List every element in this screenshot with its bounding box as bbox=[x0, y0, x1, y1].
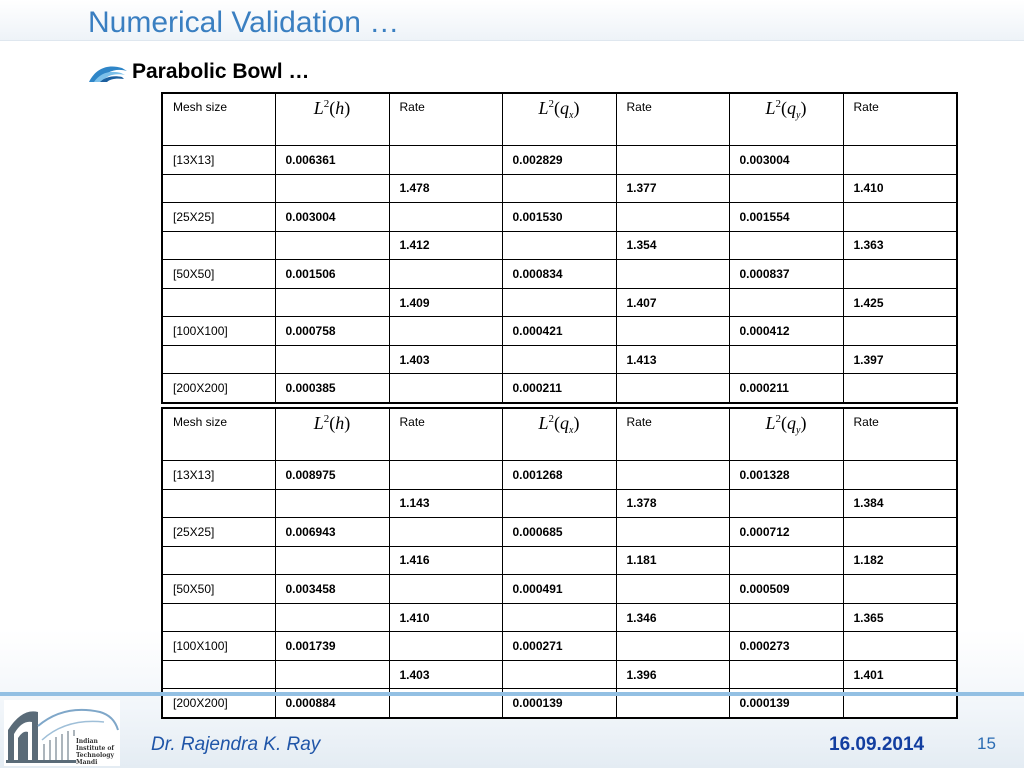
cell-rate-h: 1.416 bbox=[389, 546, 502, 574]
header-rate: Rate bbox=[843, 408, 957, 460]
cell-qx bbox=[502, 604, 616, 632]
cell-rate-qy bbox=[843, 260, 957, 289]
cell-h: 0.006943 bbox=[275, 517, 389, 546]
norm-formula bbox=[314, 98, 351, 119]
cell-rate-qx: 1.413 bbox=[616, 346, 729, 374]
table-row-values bbox=[162, 517, 957, 546]
cell-rate-qy bbox=[843, 374, 957, 403]
cell-qy: 0.001328 bbox=[729, 460, 843, 489]
cell-mesh: [100X100] bbox=[162, 632, 275, 661]
cell-rate-qx bbox=[616, 202, 729, 231]
cell-rate-h: 1.412 bbox=[389, 231, 502, 259]
cell-mesh bbox=[162, 489, 275, 517]
formula-variable: q bbox=[787, 98, 797, 118]
cell-qy bbox=[729, 661, 843, 689]
cell-rate-qx: 1.346 bbox=[616, 604, 729, 632]
cell-h bbox=[275, 489, 389, 517]
cell-qx: 0.000211 bbox=[502, 374, 616, 403]
cell-rate-qx bbox=[616, 632, 729, 661]
cell-qy: 0.000509 bbox=[729, 575, 843, 604]
table-row-rates bbox=[162, 289, 957, 317]
formula-base: L bbox=[765, 98, 776, 118]
cell-rate-qx bbox=[616, 374, 729, 403]
cell-rate-qx bbox=[616, 575, 729, 604]
cell-qx bbox=[502, 174, 616, 202]
cell-rate-qy: 1.397 bbox=[843, 346, 957, 374]
cell-h: 0.003458 bbox=[275, 575, 389, 604]
formula-variable: q bbox=[787, 413, 797, 433]
formula-variable: q bbox=[560, 413, 570, 433]
header-formula-qx bbox=[502, 93, 616, 145]
cell-h bbox=[275, 346, 389, 374]
cell-qx: 0.001530 bbox=[502, 202, 616, 231]
logo-text-line: Indian bbox=[76, 738, 98, 745]
page-number: 15 bbox=[977, 734, 996, 753]
formula-subscript: y bbox=[796, 110, 801, 121]
cell-qy bbox=[729, 546, 843, 574]
cell-h: 0.008975 bbox=[275, 460, 389, 489]
formula-superscript: 2 bbox=[548, 413, 555, 425]
table-row-rates bbox=[162, 546, 957, 574]
header-rate: Rate bbox=[389, 93, 502, 145]
formula-paren: ( bbox=[329, 98, 336, 118]
table-header-row bbox=[162, 93, 957, 145]
cell-h bbox=[275, 289, 389, 317]
formula-paren: ( bbox=[329, 413, 336, 433]
header-formula-qy bbox=[729, 408, 843, 460]
cell-h: 0.000385 bbox=[275, 374, 389, 403]
cell-mesh: [25X25] bbox=[162, 517, 275, 546]
cell-h: 0.000758 bbox=[275, 317, 389, 346]
cell-qx bbox=[502, 661, 616, 689]
error-table-2 bbox=[161, 407, 958, 719]
cell-mesh: [13X13] bbox=[162, 460, 275, 489]
cell-rate-qy: 1.410 bbox=[843, 174, 957, 202]
cell-qx bbox=[502, 231, 616, 259]
cell-qy: 0.003004 bbox=[729, 145, 843, 174]
formula-paren: ) bbox=[800, 98, 807, 118]
cell-mesh: [50X50] bbox=[162, 575, 275, 604]
formula-base: L bbox=[538, 413, 549, 433]
cell-rate-qx: 1.181 bbox=[616, 546, 729, 574]
cell-rate-h bbox=[389, 145, 502, 174]
cell-rate-h: 1.409 bbox=[389, 289, 502, 317]
formula-variable: q bbox=[560, 98, 570, 118]
cell-h bbox=[275, 604, 389, 632]
table-row-values bbox=[162, 202, 957, 231]
cell-rate-h bbox=[389, 260, 502, 289]
cell-qy: 0.001554 bbox=[729, 202, 843, 231]
logo-text bbox=[76, 738, 120, 766]
formula-superscript: 2 bbox=[775, 98, 782, 110]
formula-variable: h bbox=[335, 98, 345, 118]
logo-text-line: Mandi bbox=[76, 759, 98, 766]
cell-rate-qx: 1.378 bbox=[616, 489, 729, 517]
table-row-values bbox=[162, 317, 957, 346]
norm-formula bbox=[766, 413, 807, 436]
cell-h: 0.003004 bbox=[275, 202, 389, 231]
cell-rate-h bbox=[389, 575, 502, 604]
cell-rate-h: 1.403 bbox=[389, 661, 502, 689]
table-row-rates bbox=[162, 489, 957, 517]
cell-qy: 0.000139 bbox=[729, 689, 843, 718]
cell-rate-h bbox=[389, 632, 502, 661]
cell-qx bbox=[502, 489, 616, 517]
table-row-rates bbox=[162, 231, 957, 259]
cell-qy bbox=[729, 231, 843, 259]
header-rate: Rate bbox=[616, 93, 729, 145]
cell-h: 0.001506 bbox=[275, 260, 389, 289]
cell-qy bbox=[729, 174, 843, 202]
formula-superscript: 2 bbox=[323, 413, 330, 425]
cell-rate-qy bbox=[843, 202, 957, 231]
cell-qx: 0.001268 bbox=[502, 460, 616, 489]
cell-qx: 0.000834 bbox=[502, 260, 616, 289]
formula-paren: ) bbox=[344, 413, 351, 433]
table-header-row bbox=[162, 408, 957, 460]
table-row-values bbox=[162, 460, 957, 489]
cell-rate-qy bbox=[843, 460, 957, 489]
cell-mesh bbox=[162, 289, 275, 317]
formula-superscript: 2 bbox=[323, 98, 330, 110]
cell-qx: 0.000421 bbox=[502, 317, 616, 346]
norm-formula bbox=[539, 98, 580, 121]
table-row-rates bbox=[162, 604, 957, 632]
cell-qy: 0.000712 bbox=[729, 517, 843, 546]
cell-mesh bbox=[162, 546, 275, 574]
formula-base: L bbox=[538, 98, 549, 118]
cell-qy bbox=[729, 489, 843, 517]
cell-mesh bbox=[162, 174, 275, 202]
cell-rate-h: 1.478 bbox=[389, 174, 502, 202]
cell-rate-qx bbox=[616, 317, 729, 346]
header-rate: Rate bbox=[389, 408, 502, 460]
cell-rate-qx: 1.354 bbox=[616, 231, 729, 259]
cell-qy: 0.000837 bbox=[729, 260, 843, 289]
header-rate: Rate bbox=[843, 93, 957, 145]
cell-rate-qx: 1.377 bbox=[616, 174, 729, 202]
formula-variable: h bbox=[335, 413, 345, 433]
header-rate: Rate bbox=[616, 408, 729, 460]
cell-mesh: [200X200] bbox=[162, 689, 275, 718]
cell-mesh bbox=[162, 661, 275, 689]
cell-h bbox=[275, 661, 389, 689]
cell-h bbox=[275, 174, 389, 202]
cell-rate-qy bbox=[843, 632, 957, 661]
table-row-values bbox=[162, 632, 957, 661]
cell-rate-qx: 1.407 bbox=[616, 289, 729, 317]
cell-h: 0.001739 bbox=[275, 632, 389, 661]
cell-rate-qy bbox=[843, 517, 957, 546]
logo-text-line: Technology bbox=[76, 752, 114, 759]
formula-paren: ) bbox=[573, 413, 580, 433]
slide-title: Numerical Validation … bbox=[88, 6, 400, 39]
cell-qx bbox=[502, 289, 616, 317]
cell-qx bbox=[502, 546, 616, 574]
table-row-values bbox=[162, 145, 957, 174]
cell-mesh: [13X13] bbox=[162, 145, 275, 174]
cell-qx: 0.000491 bbox=[502, 575, 616, 604]
formula-base: L bbox=[313, 98, 324, 118]
footer-date: 16.09.2014 bbox=[829, 734, 925, 755]
wave-bullet-icon bbox=[88, 62, 128, 84]
cell-rate-qy: 1.425 bbox=[843, 289, 957, 317]
formula-subscript: x bbox=[569, 110, 574, 121]
cell-mesh: [200X200] bbox=[162, 374, 275, 403]
formula-superscript: 2 bbox=[548, 98, 555, 110]
cell-rate-qy bbox=[843, 317, 957, 346]
cell-mesh bbox=[162, 346, 275, 374]
formula-paren: ( bbox=[554, 413, 561, 433]
cell-mesh: [25X25] bbox=[162, 202, 275, 231]
cell-qy bbox=[729, 604, 843, 632]
formula-paren: ) bbox=[573, 98, 580, 118]
header-mesh-size: Mesh size bbox=[162, 408, 275, 460]
table-row-values bbox=[162, 575, 957, 604]
cell-rate-h bbox=[389, 517, 502, 546]
norm-formula bbox=[314, 413, 351, 434]
footer-divider bbox=[0, 692, 1024, 696]
formula-paren: ( bbox=[781, 413, 788, 433]
cell-h bbox=[275, 546, 389, 574]
cell-rate-h bbox=[389, 202, 502, 231]
table-row-rates bbox=[162, 346, 957, 374]
header-formula-h bbox=[275, 408, 389, 460]
cell-rate-qx: 1.396 bbox=[616, 661, 729, 689]
cell-mesh bbox=[162, 231, 275, 259]
cell-rate-qy: 1.365 bbox=[843, 604, 957, 632]
cell-qy: 0.000412 bbox=[729, 317, 843, 346]
formula-superscript: 2 bbox=[775, 413, 782, 425]
cell-h: 0.006361 bbox=[275, 145, 389, 174]
cell-rate-qy: 1.384 bbox=[843, 489, 957, 517]
cell-rate-qy bbox=[843, 575, 957, 604]
header-formula-h bbox=[275, 93, 389, 145]
cell-mesh: [100X100] bbox=[162, 317, 275, 346]
logo-text-line: Institute of bbox=[76, 745, 114, 752]
cell-rate-h bbox=[389, 317, 502, 346]
cell-rate-qy: 1.401 bbox=[843, 661, 957, 689]
cell-rate-h bbox=[389, 460, 502, 489]
cell-qy: 0.000211 bbox=[729, 374, 843, 403]
formula-paren: ( bbox=[554, 98, 561, 118]
cell-rate-h: 1.410 bbox=[389, 604, 502, 632]
table-row-rates bbox=[162, 661, 957, 689]
slide-subtitle: Parabolic Bowl … bbox=[132, 60, 310, 83]
footer-author: Dr. Rajendra K. Ray bbox=[151, 734, 321, 755]
cell-rate-qx bbox=[616, 260, 729, 289]
formula-paren: ) bbox=[800, 413, 807, 433]
formula-paren: ( bbox=[781, 98, 788, 118]
cell-qx: 0.000271 bbox=[502, 632, 616, 661]
cell-qy bbox=[729, 346, 843, 374]
cell-rate-qx bbox=[616, 145, 729, 174]
cell-qy bbox=[729, 289, 843, 317]
formula-base: L bbox=[765, 413, 776, 433]
cell-h: 0.000884 bbox=[275, 689, 389, 718]
cell-rate-qy: 1.182 bbox=[843, 546, 957, 574]
table-row-values bbox=[162, 260, 957, 289]
table-row-values bbox=[162, 374, 957, 403]
cell-qx: 0.000139 bbox=[502, 689, 616, 718]
cell-mesh bbox=[162, 604, 275, 632]
formula-subscript: x bbox=[569, 425, 574, 436]
cell-mesh: [50X50] bbox=[162, 260, 275, 289]
cell-rate-qy bbox=[843, 145, 957, 174]
cell-rate-qy: 1.363 bbox=[843, 231, 957, 259]
cell-qx bbox=[502, 346, 616, 374]
table-row-rates bbox=[162, 174, 957, 202]
cell-rate-h: 1.143 bbox=[389, 489, 502, 517]
cell-qx: 0.002829 bbox=[502, 145, 616, 174]
cell-rate-qx bbox=[616, 517, 729, 546]
formula-base: L bbox=[313, 413, 324, 433]
cell-rate-h: 1.403 bbox=[389, 346, 502, 374]
cell-rate-qx bbox=[616, 460, 729, 489]
header-formula-qy bbox=[729, 93, 843, 145]
formula-paren: ) bbox=[344, 98, 351, 118]
norm-formula bbox=[539, 413, 580, 436]
formula-subscript: y bbox=[796, 425, 801, 436]
cell-rate-h bbox=[389, 374, 502, 403]
error-table-1 bbox=[161, 92, 958, 404]
header-mesh-size: Mesh size bbox=[162, 93, 275, 145]
cell-qx: 0.000685 bbox=[502, 517, 616, 546]
header-formula-qx bbox=[502, 408, 616, 460]
norm-formula bbox=[766, 98, 807, 121]
cell-qy: 0.000273 bbox=[729, 632, 843, 661]
cell-h bbox=[275, 231, 389, 259]
